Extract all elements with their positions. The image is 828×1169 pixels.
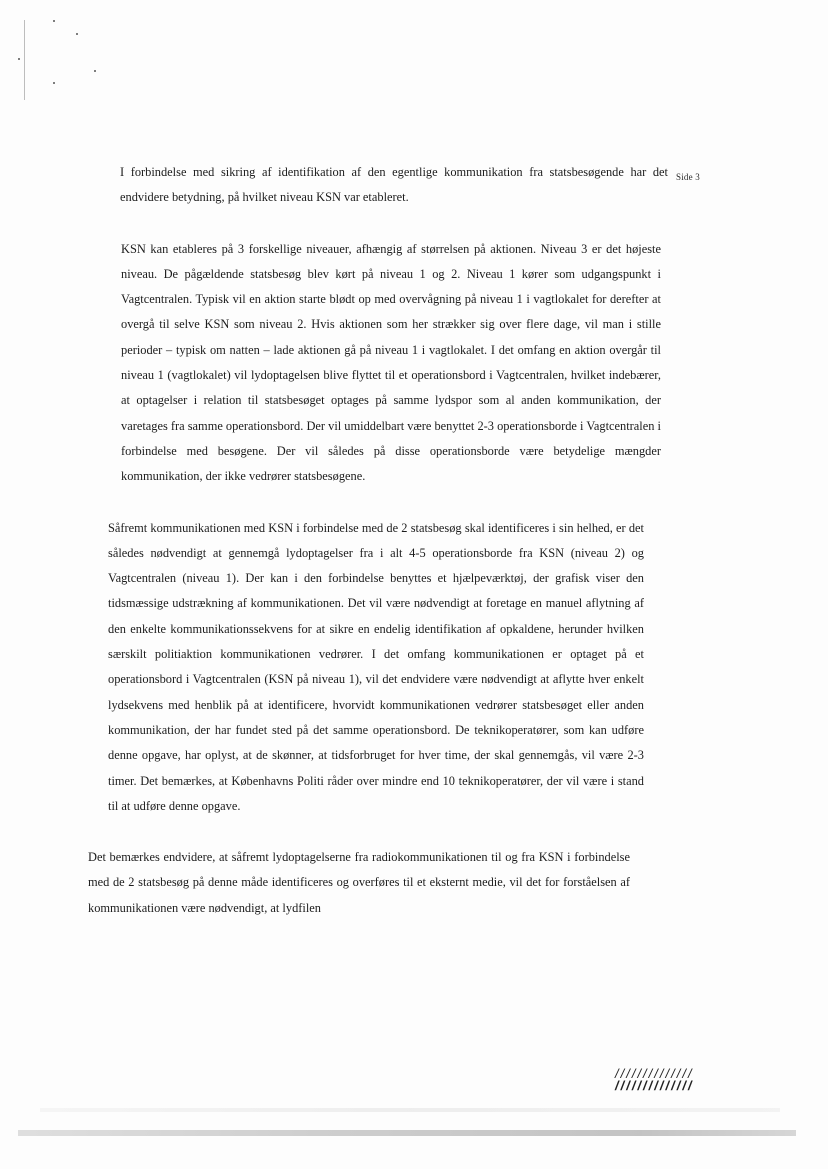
initials-marks-row-1: //////////////: [615, 1066, 694, 1081]
paragraph-4: Det bemærkes endvidere, at såfremt lydoptagelserne fra radiokommunikationen til og fra KSN i forbindelse med de 2 statsbesøg på denne måde identificeres og overføres til et eksternt medie, vil det for forståelsen af kommunikationen være nødvendigt, at lydfilen: [88, 850, 630, 915]
scan-artifact-band: [40, 1108, 780, 1112]
initials-marks: [615, 1068, 775, 1092]
paragraph-2: KSN kan etableres på 3 forskellige niveauer, afhængig af størrelsen på aktionen. Niveau 3 er det højeste niveau. De pågældende statsbesøg blev kørt på niveau 1 og 2. Niveau 1 kører som udgangspunkt i Vagtcentralen. Typisk vil en aktion starte blødt op med overvågning på niveau 1 i vagtlokalet for derefter at overgå til selve KSN som niveau 2. Hvis aktionen som her strækker sig over flere dage, vil man i stille perioder – typisk om natten – lade aktionen gå på niveau 1 i vagtlokalet. I det omfang en aktion overgår til niveau 1 (vagtlokalet) vil lydoptagelsen blive flyttet til et operationsbord i Vagtcentralen, hvilket indebærer, at optagelser i relation til statsbesøget optages på samme lydspor som al anden kommunikation, der varetages fra samme operationsbord. Der vil umiddelbart være benyttet 2-3 operationsborde i Vagtcentralen i forbindelse med besøgene. Der vil således på disse operationsborde være betydelige mængder kommunikation, der ikke vedrører statsbesøgene.: [121, 241, 661, 484]
document-body: [88, 160, 668, 921]
scan-speck: [76, 33, 78, 35]
scan-speck: [53, 82, 55, 84]
scan-speck: [18, 58, 20, 60]
scan-bottom-edge: [18, 1130, 796, 1136]
paragraph-3: Såfremt kommunikationen med KSN i forbindelse med de 2 statsbesøg skal identificeres i sin helhed, er det således nødvendigt at gennemgå lydoptagelser fra i alt 4-5 operationsborde fra KSN (niveau 2) og Vagtcentralen (niveau 1). Der kan i den forbindelse benyttes et hjælpeværktøj, der grafisk viser den tidsmæssige udstrækning af kommunikationen. Det vil være nødvendigt at foretage en manuel aflytning af den enkelte kommunikationssekvens for at sikre en endelig identifikation af opkaldene, herunder hvilken særskilt politiaktion kommunikationen vedrører. I det omfang kommunikationen er optaget på et operationsbord i Vagtcentralen (KSN på niveau 1), vil det endvidere være nødvendigt at aflytte hver enkelt lydsekvens med henblik på at identificere, hvorvidt kommunikationen vedrører statsbesøget eller anden kommunikation, der har fundet sted på det samme operationsbord. De teknikoperatører, som kan udføre denne opgave, har oplyst, at de skønner, at tidsforbruget for hver time, der skal gennemgås, vil være 2-3 timer. Det bemærkes, at Københavns Politi råder over mindre end 10 teknikoperatører, der vil være i stand til at udføre denne opgave.: [108, 520, 644, 813]
page-number-label: Side 3: [676, 172, 700, 182]
initials-marks-row-2: //////////////: [615, 1078, 694, 1093]
scan-speck: [94, 70, 96, 72]
paragraph-1: I forbindelse med sikring af identifikation af den egentlige kommunikation fra statsbesøgende har det endvidere betydning, på hvilket niveau KSN var etableret.: [120, 165, 668, 205]
scan-edge-line: [24, 20, 25, 100]
scan-speck: [53, 20, 55, 22]
